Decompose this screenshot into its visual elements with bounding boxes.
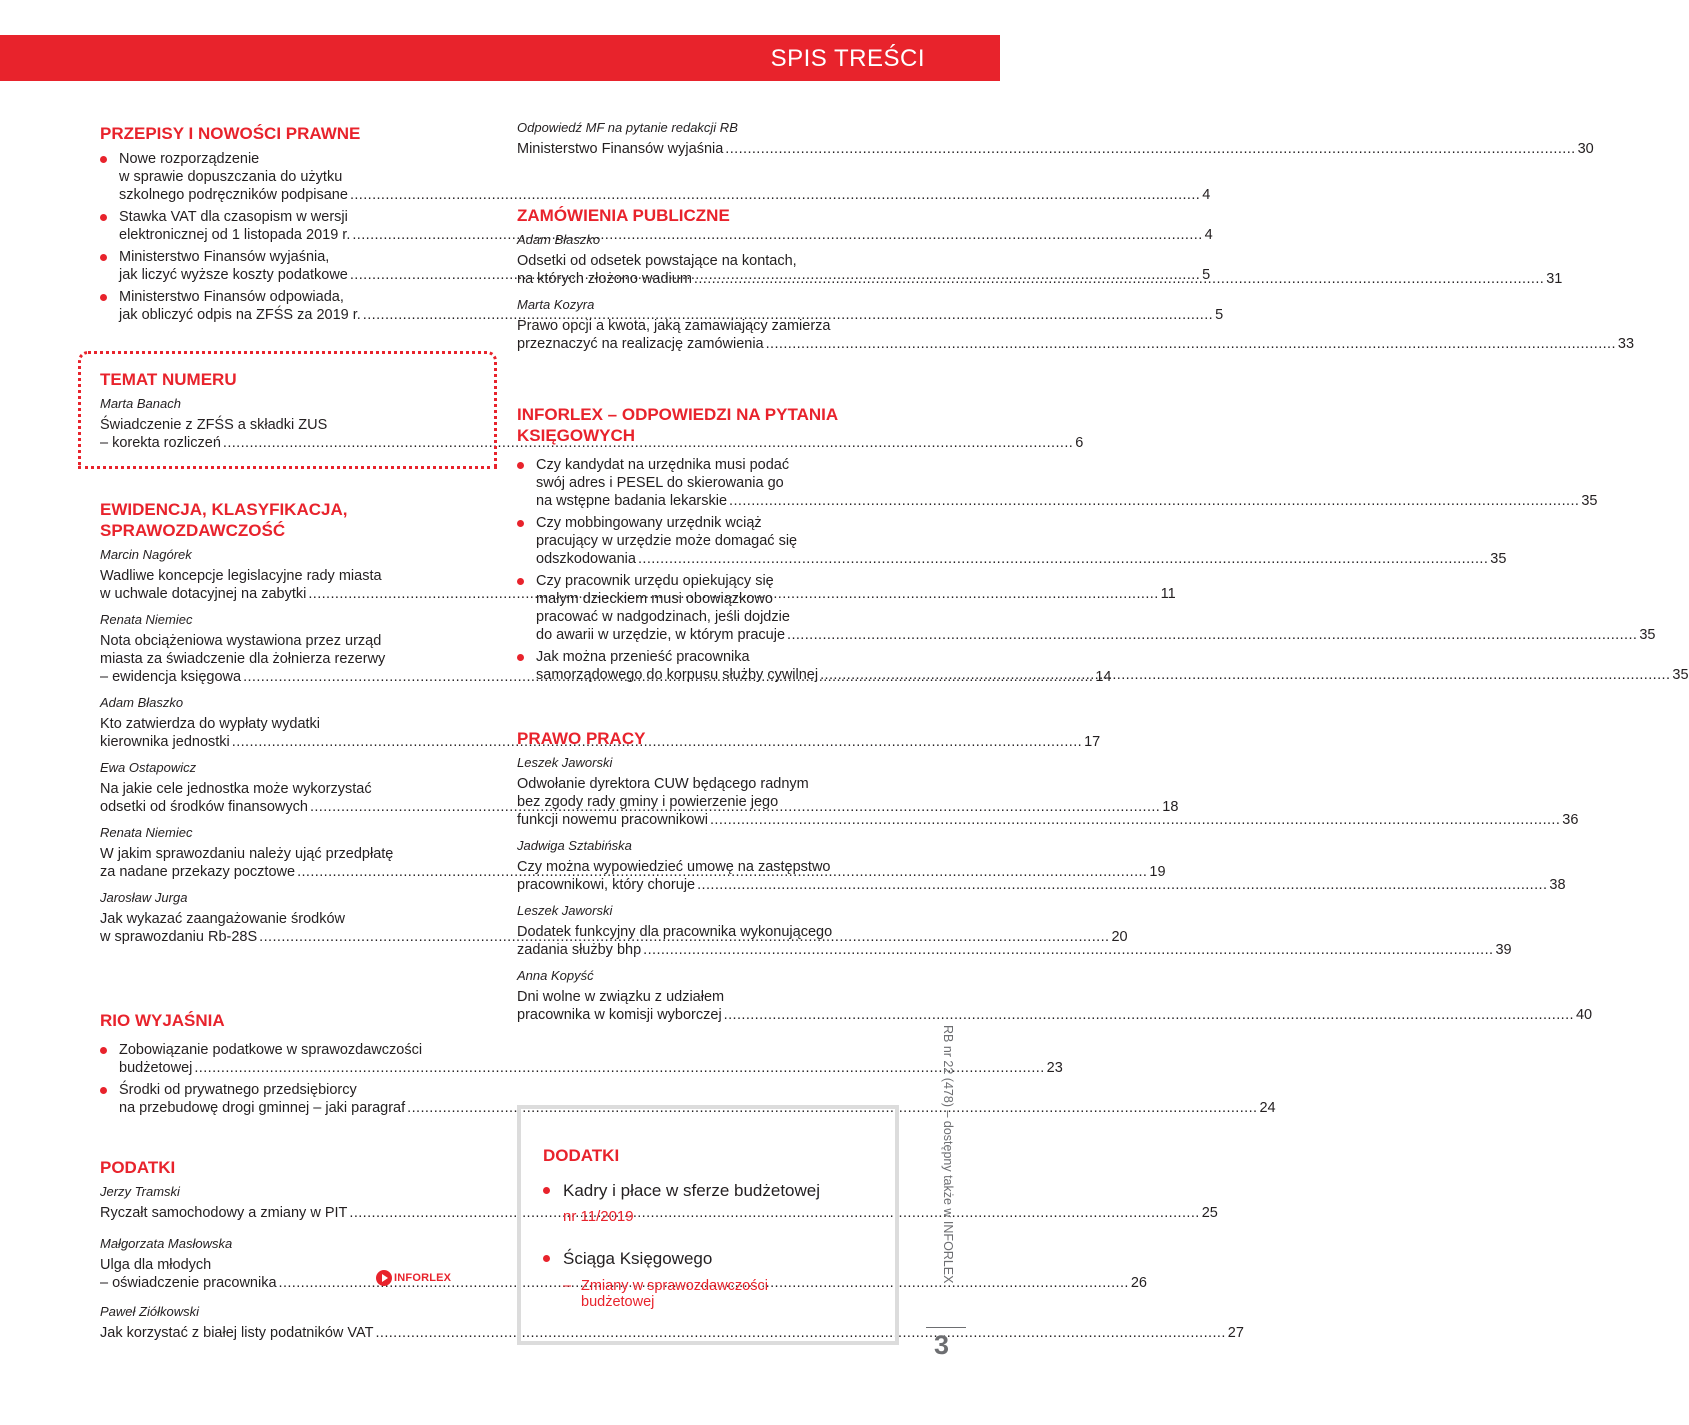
entry-group <box>517 297 1635 353</box>
bullet-icon <box>517 520 524 527</box>
toc-entry[interactable] <box>517 514 1507 568</box>
toc-entry[interactable] <box>517 317 1635 353</box>
entry-last-line: szkolnego podręczników podpisane <box>119 187 348 203</box>
entry-text: Ministerstwo Finansów odpowiada, <box>119 289 344 305</box>
inforlex-badge[interactable] <box>376 1270 451 1286</box>
entry-text: Prawo opcji a kwota, jaką zamawiający zamierza <box>517 318 831 334</box>
entry-last-line: do awarii w urzędzie, w którym pracuje <box>536 627 786 643</box>
dodatki-item[interactable] <box>543 1248 873 1310</box>
entry-text: Ulga dla młodych <box>100 1257 212 1273</box>
page-number: 6 <box>1075 435 1084 451</box>
page-number-footer: 3 <box>934 1330 950 1360</box>
entry-text: Ministerstwo Finansów wyjaśnia, <box>119 249 330 265</box>
entry-text: Stawka VAT dla czasopism w wersji <box>119 209 348 225</box>
author: Renata Niemiec <box>100 825 193 840</box>
temat-numeru-frame-bottom <box>78 466 497 469</box>
page-number: 20 <box>1111 929 1128 945</box>
author: Leszek Jaworski <box>517 755 613 770</box>
side-text: RB nr 22 (478) – dostępny także w INFORLEX <box>941 1025 955 1284</box>
header-bar <box>0 35 1000 81</box>
entry-last-line: odszkodowania <box>536 551 636 567</box>
toc-entry[interactable] <box>517 252 1563 288</box>
section-title: DODATKI <box>543 1146 620 1165</box>
section-mf <box>517 120 1594 158</box>
entry-last-line: za nadane przekazy pocztowe <box>100 864 296 880</box>
section-title: EWIDENCJA, KLASYFIKACJA, SPRAWOZDAWCZOŚĆ <box>100 500 348 540</box>
dodatki-item-label: Kadry i płace w sferze budżetowej <box>563 1181 821 1200</box>
entry-group <box>100 1304 1244 1342</box>
entry-last-line: Jak korzystać z białej listy podatników VAT <box>100 1325 374 1341</box>
toc-entry[interactable] <box>517 140 1594 158</box>
author: Marcin Nagórek <box>100 547 192 562</box>
entry-last-line: zadania służby bhp <box>517 942 642 958</box>
play-icon <box>376 1270 392 1286</box>
author: Ewa Ostapowicz <box>100 760 197 775</box>
page-title: SPIS TREŚCI <box>770 45 925 72</box>
entry-text: Dni wolne w związku z udziałem <box>517 989 725 1005</box>
entry-text: Na jakie cele jednostka może wykorzystać <box>100 781 372 797</box>
bullet-icon <box>100 294 107 301</box>
entry-group <box>517 968 1593 1024</box>
entry-last-line: funkcji nowemu pracownikowi <box>517 812 708 828</box>
bullet-icon <box>100 1047 107 1054</box>
entry-last-line: na których złożono wadium <box>517 271 692 287</box>
bullet-icon <box>543 1255 550 1262</box>
toc-entry[interactable] <box>517 456 1598 510</box>
page-number: 14 <box>1095 669 1112 685</box>
toc-entry[interactable] <box>517 988 1593 1024</box>
page-number: 25 <box>1201 1205 1218 1221</box>
bullet-icon <box>543 1187 550 1194</box>
author: Adam Błaszko <box>517 232 601 247</box>
page-number: 27 <box>1227 1325 1244 1341</box>
divider <box>926 1327 966 1328</box>
section-title: INFORLEX – ODPOWIEDZI NA PYTANIA KSIĘGOWYCH <box>517 405 839 445</box>
page-number: 18 <box>1162 799 1179 815</box>
author: Marta Kozyra <box>517 297 595 312</box>
page-number: 17 <box>1084 734 1101 750</box>
page-number: 35 <box>1639 627 1656 643</box>
entry-text: Odwołanie dyrektora CUW będącego radnym bez zgody rady gminy i powierzenie jego <box>517 776 809 810</box>
author: Paweł Ziółkowski <box>100 1304 199 1319</box>
section-title: PRZEPISY I NOWOŚCI PRAWNE <box>100 124 361 143</box>
page-number: 4 <box>1204 227 1213 243</box>
page-number: 26 <box>1130 1275 1147 1291</box>
author: Anna Kopyść <box>517 968 594 983</box>
inforlex-label: INFORLEX <box>394 1272 452 1284</box>
section-title: PODATKI <box>100 1158 176 1177</box>
dodatki-item-sub: – Zmiany w sprawozdawczości budżetowej <box>563 1278 873 1310</box>
page-number: 4 <box>1202 187 1211 203</box>
author: Jerzy Tramski <box>100 1184 180 1199</box>
entry-text: Zobowiązanie podatkowe w sprawozdawczości <box>119 1042 423 1058</box>
dodatki-item-sub: nr 11/2019 <box>563 1208 634 1225</box>
bullet-icon <box>100 1087 107 1094</box>
page-number: 35 <box>1490 551 1507 567</box>
entry-last-line: jak obliczyć odpis na ZFŚS za 2019 r. <box>119 307 361 323</box>
page-number: 23 <box>1046 1060 1063 1076</box>
toc-entry[interactable] <box>100 1081 1276 1117</box>
page-number: 38 <box>1549 877 1566 893</box>
author: Renata Niemiec <box>100 612 193 627</box>
page-number: 30 <box>1577 141 1594 157</box>
entry-last-line: kierownika jednostki <box>100 734 230 750</box>
bullet-icon <box>100 254 107 261</box>
entry-text: Wadliwe koncepcje legislacyjne rady miasta <box>100 568 382 584</box>
entry-last-line: samorządowego do korpusu służby cywilnej <box>536 667 819 683</box>
entry-last-line: w uchwale dotacyjnej na zabytki <box>100 586 307 602</box>
entry-last-line: Ryczałt samochodowy a zmiany w PIT <box>100 1205 348 1221</box>
entry-group <box>517 232 1563 288</box>
toc-entry[interactable] <box>100 150 1211 204</box>
section-zamowienia <box>517 205 1635 353</box>
entry-text: Kto zatwierdza do wypłaty wydatki <box>100 716 321 732</box>
entry-last-line: odsetki od środków finansowych <box>100 799 308 815</box>
page-number: 40 <box>1575 1007 1593 1023</box>
toc-entry[interactable] <box>100 1324 1244 1342</box>
side-running-text <box>941 1025 957 1321</box>
entry-last-line: na wstępne badania lekarskie <box>536 493 728 509</box>
bullet-icon <box>100 156 107 163</box>
author: Marta Banach <box>100 396 181 411</box>
entry-text: Czy pracownik urzędu opiekujący się małym dzieckiem musi obowiązkowo pracować w nadgodzinach, jeśli dojdzie <box>536 573 790 625</box>
dodatki-box <box>517 1105 899 1345</box>
entry-text: Świadczenie z ZFŚS a składki ZUS <box>100 417 328 433</box>
bullet-icon <box>517 578 524 585</box>
entry-last-line: – oświadczenie pracownika <box>100 1275 277 1291</box>
entry-text: Środki od prywatnego przedsiębiorcy <box>119 1082 357 1098</box>
entry-text: Czy mobbingowany urzędnik wciąż pracujący w urzędzie może domagać się <box>536 515 798 549</box>
entry-last-line: Ministerstwo Finansów wyjaśnia <box>517 141 724 157</box>
author: Jarosław Jurga <box>100 890 188 905</box>
entry-text: Nowe rozporządzenie w sprawie dopuszczania do użytku <box>119 151 343 185</box>
entry-last-line: budżetowej <box>119 1060 193 1076</box>
toc-entry[interactable] <box>100 1041 1063 1077</box>
page-number: 36 <box>1562 812 1579 828</box>
page-number: 24 <box>1259 1100 1276 1116</box>
entry-last-line: – ewidencja księgowa <box>100 669 242 685</box>
entry-text: Czy kandydat na urzędnika musi podać swój adres i PESEL do skierowania go <box>536 457 790 491</box>
page-number: 35 <box>1581 493 1598 509</box>
entry-text: W jakim sprawozdaniu należy ująć przedpłatę <box>100 846 394 862</box>
author: Leszek Jaworski <box>517 903 613 918</box>
page-number: 33 <box>1617 336 1635 352</box>
page-number: 35 <box>1672 667 1689 683</box>
dodatki-item-label: Ściąga Księgowego <box>563 1249 713 1268</box>
bullet-icon <box>517 462 524 469</box>
entry-last-line: w sprawozdaniu Rb-28S <box>100 929 258 945</box>
section-title: TEMAT NUMERU <box>100 370 237 389</box>
page-number: 31 <box>1546 271 1563 287</box>
entry-last-line: – korekta rozliczeń <box>100 435 221 451</box>
author: Odpowiedź MF na pytanie redakcji RB <box>517 120 738 135</box>
entry-text: Jak wykazać zaangażowanie środków <box>100 911 346 927</box>
section-title: ZAMÓWIENIA PUBLICZNE <box>517 206 730 225</box>
entry-text: Dodatek funkcyjny dla pracownika wykonującego <box>517 924 833 940</box>
bullet-icon <box>100 214 107 221</box>
page-number: 5 <box>1215 307 1224 323</box>
entry-text: Czy można wypowiedzieć umowę na zastępstwo <box>517 859 831 875</box>
entry-text: Nota obciążeniowa wystawiona przez urząd miasta za świadczenie dla żołnierza rezerwy <box>100 633 386 667</box>
author: Jadwiga Sztabińska <box>517 838 632 853</box>
bullet-icon <box>517 654 524 661</box>
page-number: 19 <box>1149 864 1166 880</box>
entry-last-line: pracownika w komisji wyborczej <box>517 1007 722 1023</box>
page-number: 5 <box>1202 267 1211 283</box>
page-number: 11 <box>1160 586 1176 602</box>
entry-text: Odsetki od odsetek powstające na kontach, <box>517 253 797 269</box>
section-title: PRAWO PRACY <box>517 729 646 748</box>
entry-last-line: pracownikowi, który choruje <box>517 877 696 893</box>
section-title: RIO WYJAŚNIA <box>100 1011 225 1030</box>
dodatki-item[interactable] <box>543 1180 873 1226</box>
author: Małgorzata Masłowska <box>100 1236 233 1251</box>
author: Adam Błaszko <box>100 695 184 710</box>
entry-text: Jak można przenieść pracownika <box>536 649 750 665</box>
page-number: 39 <box>1495 942 1512 958</box>
entry-last-line: jak liczyć wyższe koszty podatkowe <box>119 267 348 283</box>
entry-last-line: elektronicznej od 1 listopada 2019 r. <box>119 227 351 243</box>
entry-last-line: przeznaczyć na realizację zamówienia <box>517 336 764 352</box>
entry-last-line: na przebudowę drogi gminnej – jaki paragraf <box>119 1100 406 1116</box>
temat-numeru-frame <box>78 351 497 469</box>
